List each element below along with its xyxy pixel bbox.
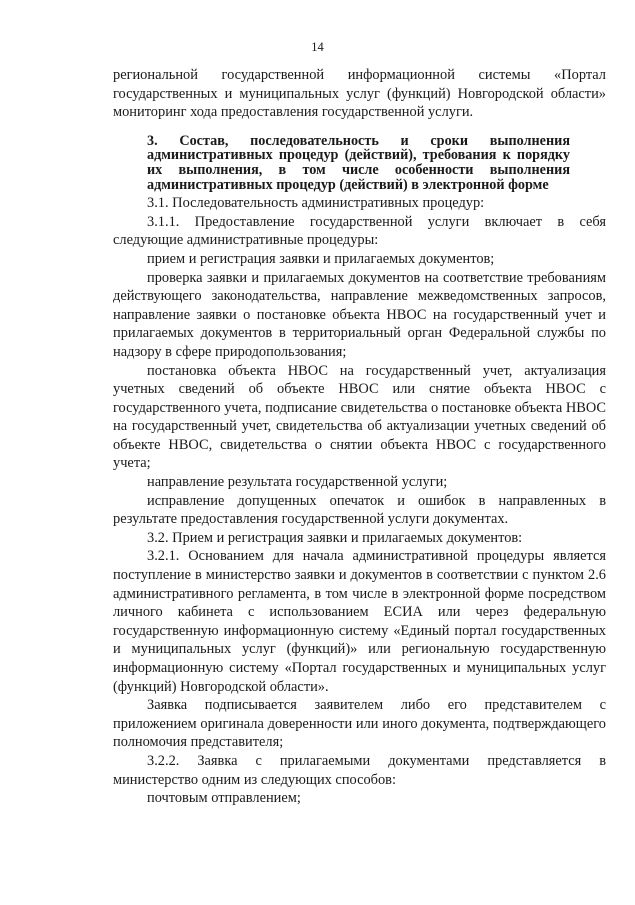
text-line: региональной государственной информационной системы «Портал — [113, 67, 606, 83]
paragraph: постановка объекта НВОС на государственный учет, актуализация учетных сведений об объекте НВОС или снятие объекта НВОС с государственного учета, подписание свидетельства о постановке объекта НВОС на государственный учет, свидетельства об актуализации учетных сведений об объекте НВОС, свидетельства о снятии объекта НВОС с государственного учета; — [113, 362, 606, 472]
paragraph: исправление допущенных опечаток и ошибок в направленных в результате предоставления государственной услуги документах. — [113, 492, 606, 528]
paragraph: 3.1.1. Предоставление государственной услуги включает в себя следующие административные процедуры: — [113, 213, 606, 249]
paragraph: 3.2. Прием и регистрация заявки и прилагаемых документов: — [147, 529, 523, 546]
paragraph: прием и регистрация заявки и прилагаемых документов; — [147, 250, 495, 267]
text-line: мониторинг хода предоставления государственной услуги. — [113, 104, 474, 121]
paragraph: Заявка подписывается заявителем либо его представителем с приложением оригинала доверенности или иного документа, подтверждающего полномочия представителя; — [113, 697, 606, 751]
paragraph: 3.1. Последовательность административных процедур: — [147, 195, 485, 212]
paragraph: 3.2.1. Основанием для начала административной процедуры является поступление в министерство заявки и документов в соответствии с пунктом 2.6 административного регламента, в том числе в электронной форме посредством личного кабинета с использованием ЕСИА или через федеральную государственную информационную систему «Единый портал государственных и муниципальных услуг (функций)» или региональную государственную информационную систему «Портал государственных и муниципальных услуг (функций) Новгородской области». — [113, 548, 606, 695]
paragraph: проверка заявки и прилагаемых документов на соответствие требованиям действующего законодательства, направление межведомственных запросов, направление заявки о постановке объекта НВОС на государственный учет и прилагаемых документов в территориальный орган Федеральной службы по надзору в сфере природопользования; — [113, 269, 606, 360]
text-line: государственных и муниципальных услуг (функций) Новгородской области» — [113, 85, 606, 102]
paragraph: направление результата государственной услуги; — [147, 474, 448, 491]
page-number: 14 — [311, 40, 324, 54]
paragraph: почтовым отправлением; — [147, 790, 301, 807]
paragraph: 3.2.2. Заявка с прилагаемыми документами представляется в министерство одним из следующих способов: — [113, 752, 606, 788]
document-body — [113, 66, 606, 808]
section-heading: 3. Состав, последовательность и сроки выполнения административных процедур (действий), требования к порядку их выполнения, в том числе особенности выполнения административных процедур (действий) в электронной форме — [147, 132, 570, 193]
